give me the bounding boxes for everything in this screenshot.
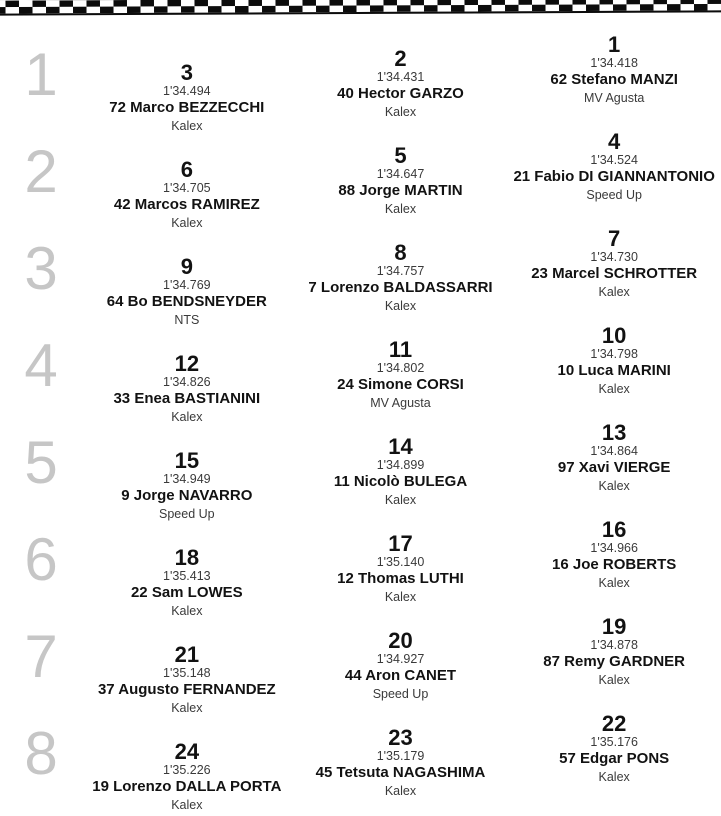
slot-bike: Kalex [384,201,417,216]
grid-row-3 [0,226,721,327]
slot-rider: 21 Fabio DI GIANNANTONIO [513,168,715,186]
grid-row-4 [0,323,721,424]
slot-position: 21 [174,642,200,667]
slot-rider: 24 Simone CORSI [337,376,464,394]
row-number: 2 [24,138,56,205]
slot-bike: Kalex [598,284,630,299]
slot-bike: Kalex [384,783,417,798]
grid-slot [294,130,508,231]
grid-slot [294,33,508,134]
slot-bike: Kalex [171,797,203,812]
slot-lap-time: 1'34.878 [590,638,638,653]
slot-lap-time: 1'35.148 [163,666,211,681]
checkered-flag-icon [0,0,721,16]
row-number: 7 [24,623,56,690]
slot-bike: MV Agusta [370,395,431,410]
slot-bike: Kalex [171,603,203,618]
slot-position: 3 [180,60,193,85]
slot-rider: 62 Stefano MANZI [550,71,678,89]
slot-bike: Speed Up [586,187,642,202]
slot-position: 19 [601,614,627,639]
row-number: 5 [24,429,56,496]
slot-position: 6 [180,157,193,182]
slot-rider: 37 Augusto FERNANDEZ [97,681,276,699]
slot-bike: Kalex [598,575,630,590]
slot-lap-time: 1'34.798 [590,347,638,362]
slot-rider: 97 Xavi VIERGE [557,459,671,477]
slot-position: 15 [174,448,200,473]
slot-bike: Speed Up [372,686,429,701]
slot-lap-time: 1'34.899 [376,458,425,473]
grid-slot [507,712,721,813]
slot-lap-time: 1'34.730 [590,250,638,265]
slot-lap-time: 1'34.949 [163,472,211,487]
checkered-flag-strip [0,0,721,17]
slot-position: 9 [180,254,193,279]
slot-position: 10 [601,323,627,348]
slot-lap-time: 1'34.705 [163,181,211,196]
grid-slot [80,324,294,425]
slot-lap-time: 1'34.494 [163,84,211,99]
row-number: 3 [24,235,56,302]
slot-bike: Kalex [384,298,417,313]
grid-slot [294,227,508,328]
slot-lap-time: 1'34.966 [590,541,638,556]
slot-lap-time: 1'34.927 [376,652,425,667]
grid-slot [80,33,294,134]
grid-row-5 [0,420,721,521]
grid-slot [80,712,294,813]
slot-lap-time: 1'35.226 [163,763,211,778]
slot-position: 1 [608,32,621,57]
row-number: 8 [24,720,56,787]
slot-position: 14 [388,434,413,459]
slot-bike: Speed Up [159,506,215,521]
slot-rider: 19 Lorenzo DALLA PORTA [92,778,282,796]
grid-row-2 [0,129,721,230]
starting-grid [0,17,721,812]
slot-bike: Kalex [171,700,203,715]
row-number: 4 [24,332,56,399]
grid-slot [507,33,721,134]
slot-position: 4 [608,129,621,154]
slot-rider: 12 Thomas LUTHI [337,570,464,588]
slot-lap-time: 1'34.524 [590,153,638,168]
slot-rider: 40 Hector GARZO [337,85,464,103]
slot-rider: 45 Tetsuta NAGASHIMA [315,764,486,782]
slot-bike: Kalex [384,104,417,119]
grid-row-7 [0,614,721,715]
slot-bike: NTS [174,312,200,327]
slot-rider: 87 Remy GARDNER [543,653,686,671]
slot-position: 13 [601,420,627,445]
slot-position: 8 [394,240,407,265]
slot-bike: Kalex [598,478,630,493]
slot-lap-time: 1'34.431 [376,70,425,85]
grid-slot [80,130,294,231]
grid-slot [507,324,721,425]
slot-position: 5 [394,143,407,168]
slot-lap-time: 1'35.140 [376,555,425,570]
slot-position: 18 [174,545,200,570]
grid-slot [294,421,508,522]
slot-bike: Kalex [598,769,630,784]
slot-lap-time: 1'34.647 [376,167,425,182]
grid-slot [294,518,508,619]
row-number: 6 [24,526,56,593]
slot-bike: Kalex [171,118,203,133]
grid-row-6 [0,517,721,618]
slot-lap-time: 1'34.418 [590,56,638,71]
slot-lap-time: 1'34.769 [163,278,211,293]
grid-slot [507,518,721,619]
slot-position: 17 [388,531,413,556]
grid-slot [507,615,721,716]
slot-position: 22 [601,711,627,736]
slot-position: 2 [394,46,407,71]
slot-lap-time: 1'35.176 [590,735,638,750]
slot-position: 16 [601,517,627,542]
slot-position: 23 [388,725,413,750]
slot-bike: Kalex [598,381,630,396]
slot-rider: 11 Nicolò BULEGA [333,473,468,491]
slot-rider: 88 Jorge MARTIN [338,182,463,200]
slot-position: 20 [388,628,413,653]
slot-rider: 10 Luca MARINI [557,362,671,380]
slot-rider: 7 Lorenzo BALDASSARRI [308,279,493,297]
slot-rider: 9 Jorge NAVARRO [121,487,253,505]
row-number: 1 [24,41,56,108]
slot-rider: 16 Joe ROBERTS [552,556,677,574]
grid-row-8 [0,711,721,812]
grid-slot [507,421,721,522]
slot-lap-time: 1'35.179 [376,749,425,764]
grid-slot [507,130,721,231]
grid-slot [294,712,508,813]
slot-rider: 64 Bo BENDSNEYDER [106,293,267,311]
slot-lap-time: 1'35.413 [163,569,211,584]
slot-bike: Kalex [384,589,417,604]
slot-lap-time: 1'34.802 [376,361,425,376]
grid-slot [80,615,294,716]
slot-rider: 44 Aron CANET [344,667,457,685]
grid-row-1 [0,32,721,133]
slot-bike: Kalex [171,409,203,424]
slot-rider: 72 Marco BEZZECCHI [109,99,265,117]
slot-bike: MV Agusta [583,90,645,105]
grid-slot [294,615,508,716]
slot-position: 24 [174,739,200,764]
slot-position: 12 [174,351,200,376]
slot-rider: 42 Marcos RAMIREZ [113,196,260,214]
grid-slot [80,227,294,328]
slot-position: 7 [608,226,621,251]
slot-lap-time: 1'34.826 [163,375,211,390]
slot-bike: Kalex [598,672,630,687]
slot-position: 11 [388,337,413,362]
slot-bike: Kalex [171,215,203,230]
slot-rider: 23 Marcel SCHROTTER [531,265,698,283]
slot-lap-time: 1'34.864 [590,444,638,459]
slot-bike: Kalex [384,492,417,507]
slot-lap-time: 1'34.757 [376,264,425,279]
grid-slot [294,324,508,425]
slot-rider: 57 Edgar PONS [559,750,670,768]
slot-rider: 33 Enea BASTIANINI [113,390,261,408]
grid-slot [80,421,294,522]
grid-slot [507,227,721,328]
slot-rider: 22 Sam LOWES [130,584,243,602]
grid-slot [80,518,294,619]
